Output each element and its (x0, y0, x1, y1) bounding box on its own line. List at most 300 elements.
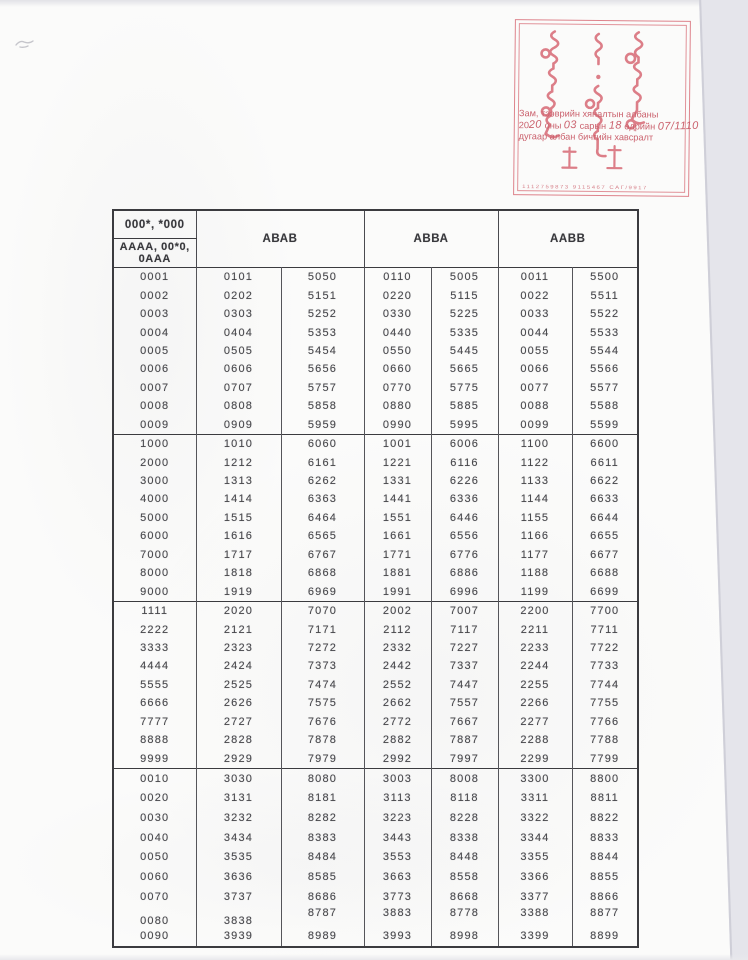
value-cell: 2992 (364, 749, 431, 768)
row-label-cell: 0070 (140, 890, 170, 903)
value-cell: 8800 (572, 768, 638, 788)
value-cell: 1771 (364, 546, 431, 564)
value-cell: 0044 (498, 323, 572, 341)
value-cell: 7799 (572, 749, 638, 768)
value-cell: 6655 (572, 527, 638, 545)
value-cell: 1144 (498, 490, 572, 508)
value-cell: 2255 (498, 676, 572, 694)
header-group-aabb: ААВВ (498, 210, 638, 268)
value-cell: 0055 (498, 342, 572, 360)
value-cell: 2332 (364, 639, 431, 657)
row-label-cell: 0006 (140, 363, 170, 376)
row-label-cell: 0007 (140, 381, 170, 394)
value-cell: 5599 (572, 416, 638, 435)
value-cell: 6006 (431, 434, 498, 453)
value-cell: 2626 (196, 694, 281, 712)
value-cell: 2121 (196, 620, 281, 638)
table-row (113, 639, 638, 657)
table-row (113, 808, 638, 828)
value-cell: 2662 (364, 694, 431, 712)
value-cell: 7272 (281, 639, 364, 657)
row-label-cell: 0030 (140, 812, 170, 825)
value-cell: 6622 (572, 472, 638, 490)
value-cell: 3535 (196, 848, 281, 868)
value-cell: 3993 (364, 926, 431, 947)
stamp-text-line: 2020 оны 03 сарын 18 өдрийн 07/1110 (518, 118, 699, 133)
value-cell: 8787 (281, 907, 364, 927)
value-cell: 3939 (196, 926, 281, 947)
value-cell: 2828 (196, 731, 281, 749)
value-cell: 2552 (364, 676, 431, 694)
value-cell: 1010 (196, 434, 281, 453)
value-cell: 0099 (498, 416, 572, 435)
value-cell: 2244 (498, 657, 572, 675)
value-cell: 2727 (196, 713, 281, 731)
table-row (113, 657, 638, 675)
row-label-cell: 0060 (140, 871, 170, 884)
value-cell: 0202 (196, 286, 281, 304)
value-cell: 0077 (498, 379, 572, 397)
table-row (113, 694, 638, 712)
value-cell: 3030 (196, 768, 281, 788)
value-cell: 1991 (364, 582, 431, 601)
row-label-cell: 0001 (140, 271, 170, 284)
header-group-abab: АВАВ (196, 210, 364, 268)
value-cell: 7700 (572, 601, 638, 620)
value-cell: 7887 (431, 731, 498, 749)
table-row (113, 397, 638, 415)
table-row (113, 582, 638, 601)
value-cell: 6868 (281, 564, 364, 582)
value-cell: 2929 (196, 749, 281, 768)
value-cell: 7722 (572, 639, 638, 657)
value-cell: 3737 (196, 887, 281, 907)
value-cell: 6688 (572, 564, 638, 582)
table-row (113, 828, 638, 848)
table-row (113, 564, 638, 582)
row-label-cell: 4444 (140, 660, 170, 673)
value-cell: 8118 (431, 789, 498, 809)
value-cell: 8080 (281, 768, 364, 788)
value-cell: 8484 (281, 848, 364, 868)
value-cell: 1155 (498, 509, 572, 527)
value-cell: 3443 (364, 828, 431, 848)
value-cell: 7337 (431, 657, 498, 675)
value-cell: 6611 (572, 453, 638, 471)
value-cell: 8585 (281, 867, 364, 887)
value-cell: 3322 (498, 808, 572, 828)
value-cell: 7755 (572, 694, 638, 712)
row-label-cell: 1000 (140, 438, 170, 451)
value-cell: 6161 (281, 453, 364, 471)
value-cell: 8181 (281, 789, 364, 809)
value-cell: 1313 (196, 472, 281, 490)
value-cell: 5566 (572, 360, 638, 378)
value-cell: 5775 (431, 379, 498, 397)
value-cell: 2233 (498, 639, 572, 657)
value-cell: 7447 (431, 676, 498, 694)
value-cell: 3311 (498, 789, 572, 809)
value-cell: 1881 (364, 564, 431, 582)
table-row (113, 527, 638, 545)
value-cell: 6226 (431, 472, 498, 490)
value-cell: 1188 (498, 564, 572, 582)
value-cell: 0909 (196, 416, 281, 435)
value-cell: 1122 (498, 453, 572, 471)
value-cell: 1212 (196, 453, 281, 471)
value-cell: 3434 (196, 828, 281, 848)
header-pattern-top: 000*, *000 (113, 210, 196, 239)
value-cell: 8448 (431, 848, 498, 868)
value-cell: 7979 (281, 749, 364, 768)
value-cell: 7878 (281, 731, 364, 749)
value-cell: 1221 (364, 453, 431, 471)
value-cell: 6677 (572, 546, 638, 564)
value-cell: 0220 (364, 286, 431, 304)
value-cell: 0110 (364, 268, 431, 287)
table-row (113, 342, 638, 360)
value-cell: 6565 (281, 527, 364, 545)
row-label-cell: 1111 (141, 605, 169, 618)
value-cell: 7744 (572, 676, 638, 694)
value-cell: 7171 (281, 620, 364, 638)
value-cell: 8282 (281, 808, 364, 828)
table-block-2 (113, 434, 638, 601)
value-cell: 0022 (498, 286, 572, 304)
value-cell: 8866 (572, 887, 638, 907)
value-cell: 8383 (281, 828, 364, 848)
value-cell: 7557 (431, 694, 498, 712)
value-cell: 5511 (572, 286, 638, 304)
value-cell: 8833 (572, 828, 638, 848)
value-cell: 7676 (281, 713, 364, 731)
value-cell: 5454 (281, 342, 364, 360)
value-cell: 5005 (431, 268, 498, 287)
row-label-cell: 0090 (140, 930, 170, 943)
row-label-cell: 8888 (140, 734, 170, 747)
value-cell: 5335 (431, 323, 498, 341)
value-cell: 0330 (364, 305, 431, 323)
row-label-cell: 7000 (140, 548, 170, 561)
value-cell: 2211 (498, 620, 572, 638)
table-block-3 (113, 601, 638, 768)
stamp-serial-number: 1112759873 9115467 САГ/9917 (522, 184, 648, 192)
value-cell: 2442 (364, 657, 431, 675)
value-cell: 0990 (364, 416, 431, 435)
table-row (113, 713, 638, 731)
row-label-cell: 9000 (140, 585, 170, 598)
value-cell: 6767 (281, 546, 364, 564)
row-label-cell: 0050 (140, 851, 170, 864)
value-cell: 2772 (364, 713, 431, 731)
row-label-cell: 0009 (140, 418, 170, 431)
number-table (112, 209, 639, 948)
value-cell: 5544 (572, 342, 638, 360)
value-cell: 5577 (572, 379, 638, 397)
value-cell: 2424 (196, 657, 281, 675)
value-cell: 3344 (498, 828, 572, 848)
value-cell: 0550 (364, 342, 431, 360)
table-row (113, 546, 638, 564)
value-cell: 0404 (196, 323, 281, 341)
value-cell: 6262 (281, 472, 364, 490)
value-cell: 2277 (498, 713, 572, 731)
row-label-cell: 8000 (140, 567, 170, 580)
table-row (113, 768, 638, 788)
table-row (113, 749, 638, 768)
value-cell: 6556 (431, 527, 498, 545)
value-cell: 2200 (498, 601, 572, 620)
value-cell: 1133 (498, 472, 572, 490)
value-cell: 2525 (196, 676, 281, 694)
value-cell: 8668 (431, 887, 498, 907)
value-cell: 3773 (364, 887, 431, 907)
value-cell: 7766 (572, 713, 638, 731)
value-cell: 6464 (281, 509, 364, 527)
value-cell: 0606 (196, 360, 281, 378)
value-cell: 7667 (431, 713, 498, 731)
value-cell: 5885 (431, 397, 498, 415)
row-label-cell: 5555 (140, 678, 170, 691)
pencil-mark-icon (14, 36, 36, 52)
row-label-cell: 0003 (140, 308, 170, 321)
row-label-cell: 0010 (140, 772, 170, 785)
table-row (113, 305, 638, 323)
value-cell: 7070 (281, 601, 364, 620)
value-cell: 7711 (572, 620, 638, 638)
value-cell: 5522 (572, 305, 638, 323)
value-cell: 5225 (431, 305, 498, 323)
value-cell: 2002 (364, 601, 431, 620)
value-cell: 6600 (572, 434, 638, 453)
value-cell: 6633 (572, 490, 638, 508)
value-cell: 6996 (431, 582, 498, 601)
value-cell: 5115 (431, 286, 498, 304)
value-cell: 0088 (498, 397, 572, 415)
row-label-cell: 6000 (140, 530, 170, 543)
value-cell: 5588 (572, 397, 638, 415)
table-row (113, 887, 638, 907)
value-cell: 3232 (196, 808, 281, 828)
value-cell: 5151 (281, 286, 364, 304)
value-cell: 1551 (364, 509, 431, 527)
value-cell: 3883 (364, 907, 431, 927)
value-cell: 1717 (196, 546, 281, 564)
table-row (113, 601, 638, 620)
table-row (113, 490, 638, 508)
value-cell: 1919 (196, 582, 281, 601)
value-cell: 5959 (281, 416, 364, 435)
value-cell: 3223 (364, 808, 431, 828)
table-header (113, 210, 638, 268)
value-cell: 3003 (364, 768, 431, 788)
official-stamp (513, 19, 699, 197)
paper-edge-shadow (696, 0, 748, 960)
row-label-cell: 0020 (140, 792, 170, 805)
value-cell: 3300 (498, 768, 572, 788)
value-cell: 5050 (281, 268, 364, 287)
value-cell: 7007 (431, 601, 498, 620)
table-row (113, 789, 638, 809)
value-cell: 2299 (498, 749, 572, 768)
value-cell: 8558 (431, 867, 498, 887)
row-label-cell: 0040 (140, 831, 170, 844)
value-cell: 8778 (431, 907, 498, 927)
scan-top-shadow (0, 0, 748, 7)
value-cell: 1661 (364, 527, 431, 545)
value-cell: 6363 (281, 490, 364, 508)
value-cell: 6776 (431, 546, 498, 564)
value-cell: 5858 (281, 397, 364, 415)
header-pattern-bottom: АААА, 00*0, 0ААА (119, 240, 190, 265)
value-cell: 8855 (572, 867, 638, 887)
scan-bottom-shadow (0, 954, 748, 960)
value-cell: 0440 (364, 323, 431, 341)
value-cell: 8338 (431, 828, 498, 848)
value-cell: 7788 (572, 731, 638, 749)
value-cell: 0808 (196, 397, 281, 415)
value-cell: 2020 (196, 601, 281, 620)
value-cell: 6116 (431, 453, 498, 471)
row-label-cell: 9999 (140, 752, 170, 765)
row-label-cell: 2222 (140, 623, 170, 636)
value-cell: 8998 (431, 926, 498, 947)
value-cell: 2882 (364, 731, 431, 749)
value-cell: 0660 (364, 360, 431, 378)
value-cell: 6886 (431, 564, 498, 582)
value-cell: 7227 (431, 639, 498, 657)
table-row (113, 620, 638, 638)
value-cell: 3388 (498, 907, 572, 927)
value-cell: 8989 (281, 926, 364, 947)
value-cell: 0880 (364, 397, 431, 415)
table-row (113, 926, 638, 947)
value-cell: 7997 (431, 749, 498, 768)
value-cell: 8899 (572, 926, 638, 947)
value-cell: 6644 (572, 509, 638, 527)
value-cell: 6060 (281, 434, 364, 453)
value-cell: 5656 (281, 360, 364, 378)
value-cell: 8822 (572, 808, 638, 828)
header-group-abba: АВВА (364, 210, 498, 268)
value-cell: 8811 (572, 789, 638, 809)
table-row (113, 379, 638, 397)
value-cell: 8228 (431, 808, 498, 828)
value-cell: 3377 (498, 887, 572, 907)
value-cell: 1818 (196, 564, 281, 582)
row-label-cell: 2000 (140, 456, 170, 469)
row-label-cell: 3000 (140, 475, 170, 488)
value-cell: 5353 (281, 323, 364, 341)
value-cell: 5445 (431, 342, 498, 360)
table-row (113, 676, 638, 694)
value-cell: 0066 (498, 360, 572, 378)
value-cell: 0303 (196, 305, 281, 323)
value-cell: 0033 (498, 305, 572, 323)
value-cell: 3663 (364, 867, 431, 887)
row-label-cell: 3333 (140, 641, 170, 654)
value-cell: 1414 (196, 490, 281, 508)
value-cell: 7575 (281, 694, 364, 712)
value-cell: 8686 (281, 887, 364, 907)
value-cell: 1199 (498, 582, 572, 601)
row-label-cell: 7777 (140, 715, 170, 728)
row-label-cell: 5000 (140, 511, 170, 524)
value-cell: 5995 (431, 416, 498, 435)
value-cell: 3399 (498, 926, 572, 947)
value-cell: 2323 (196, 639, 281, 657)
value-cell: 0770 (364, 379, 431, 397)
value-cell: 1001 (364, 434, 431, 453)
value-cell: 7474 (281, 676, 364, 694)
value-cell: 0505 (196, 342, 281, 360)
value-cell: 5500 (572, 268, 638, 287)
value-cell: 1177 (498, 546, 572, 564)
value-cell: 6969 (281, 582, 364, 601)
table-row (113, 509, 638, 527)
table-block-4 (113, 768, 638, 947)
row-label-cell: 0008 (140, 400, 170, 413)
value-cell: 5757 (281, 379, 364, 397)
value-cell: 5252 (281, 305, 364, 323)
row-label-cell: 0004 (140, 326, 170, 339)
table-row (113, 731, 638, 749)
row-label-cell: 0005 (140, 344, 170, 357)
value-cell: 8008 (431, 768, 498, 788)
table-row (113, 360, 638, 378)
value-cell: 5533 (572, 323, 638, 341)
table-row (113, 323, 638, 341)
value-cell: 7733 (572, 657, 638, 675)
value-cell: 6446 (431, 509, 498, 527)
value-cell: 1441 (364, 490, 431, 508)
value-cell: 3113 (364, 789, 431, 809)
stamp-text-line: дугаар албан бичгийн хавсралт (518, 131, 654, 143)
table-row (113, 907, 638, 927)
stamp-text-line: Зам, тээврийн хяналтын албаны (518, 108, 659, 120)
stamp-text-block (518, 108, 699, 145)
value-cell: 3366 (498, 867, 572, 887)
value-cell: 3131 (196, 789, 281, 809)
row-label-cell: 4000 (140, 493, 170, 506)
value-cell: 1166 (498, 527, 572, 545)
table-row (113, 867, 638, 887)
value-cell: 1331 (364, 472, 431, 490)
value-cell: 1515 (196, 509, 281, 527)
value-cell: 6336 (431, 490, 498, 508)
value-cell: 2288 (498, 731, 572, 749)
value-cell: 3838 (196, 907, 281, 927)
value-cell: 0101 (196, 268, 281, 287)
value-cell: 1100 (498, 434, 572, 453)
value-cell: 7117 (431, 620, 498, 638)
table-row (113, 416, 638, 435)
value-cell: 8877 (572, 907, 638, 927)
row-label-cell: 0080 (140, 915, 170, 928)
value-cell: 1616 (196, 527, 281, 545)
value-cell: 8844 (572, 848, 638, 868)
table-row (113, 286, 638, 304)
row-label-cell: 6666 (140, 697, 170, 710)
table-row (113, 472, 638, 490)
value-cell: 3636 (196, 867, 281, 887)
value-cell: 5665 (431, 360, 498, 378)
value-cell: 3553 (364, 848, 431, 868)
value-cell: 3355 (498, 848, 572, 868)
value-cell: 0011 (498, 268, 572, 287)
table-row (113, 848, 638, 868)
value-cell: 0707 (196, 379, 281, 397)
